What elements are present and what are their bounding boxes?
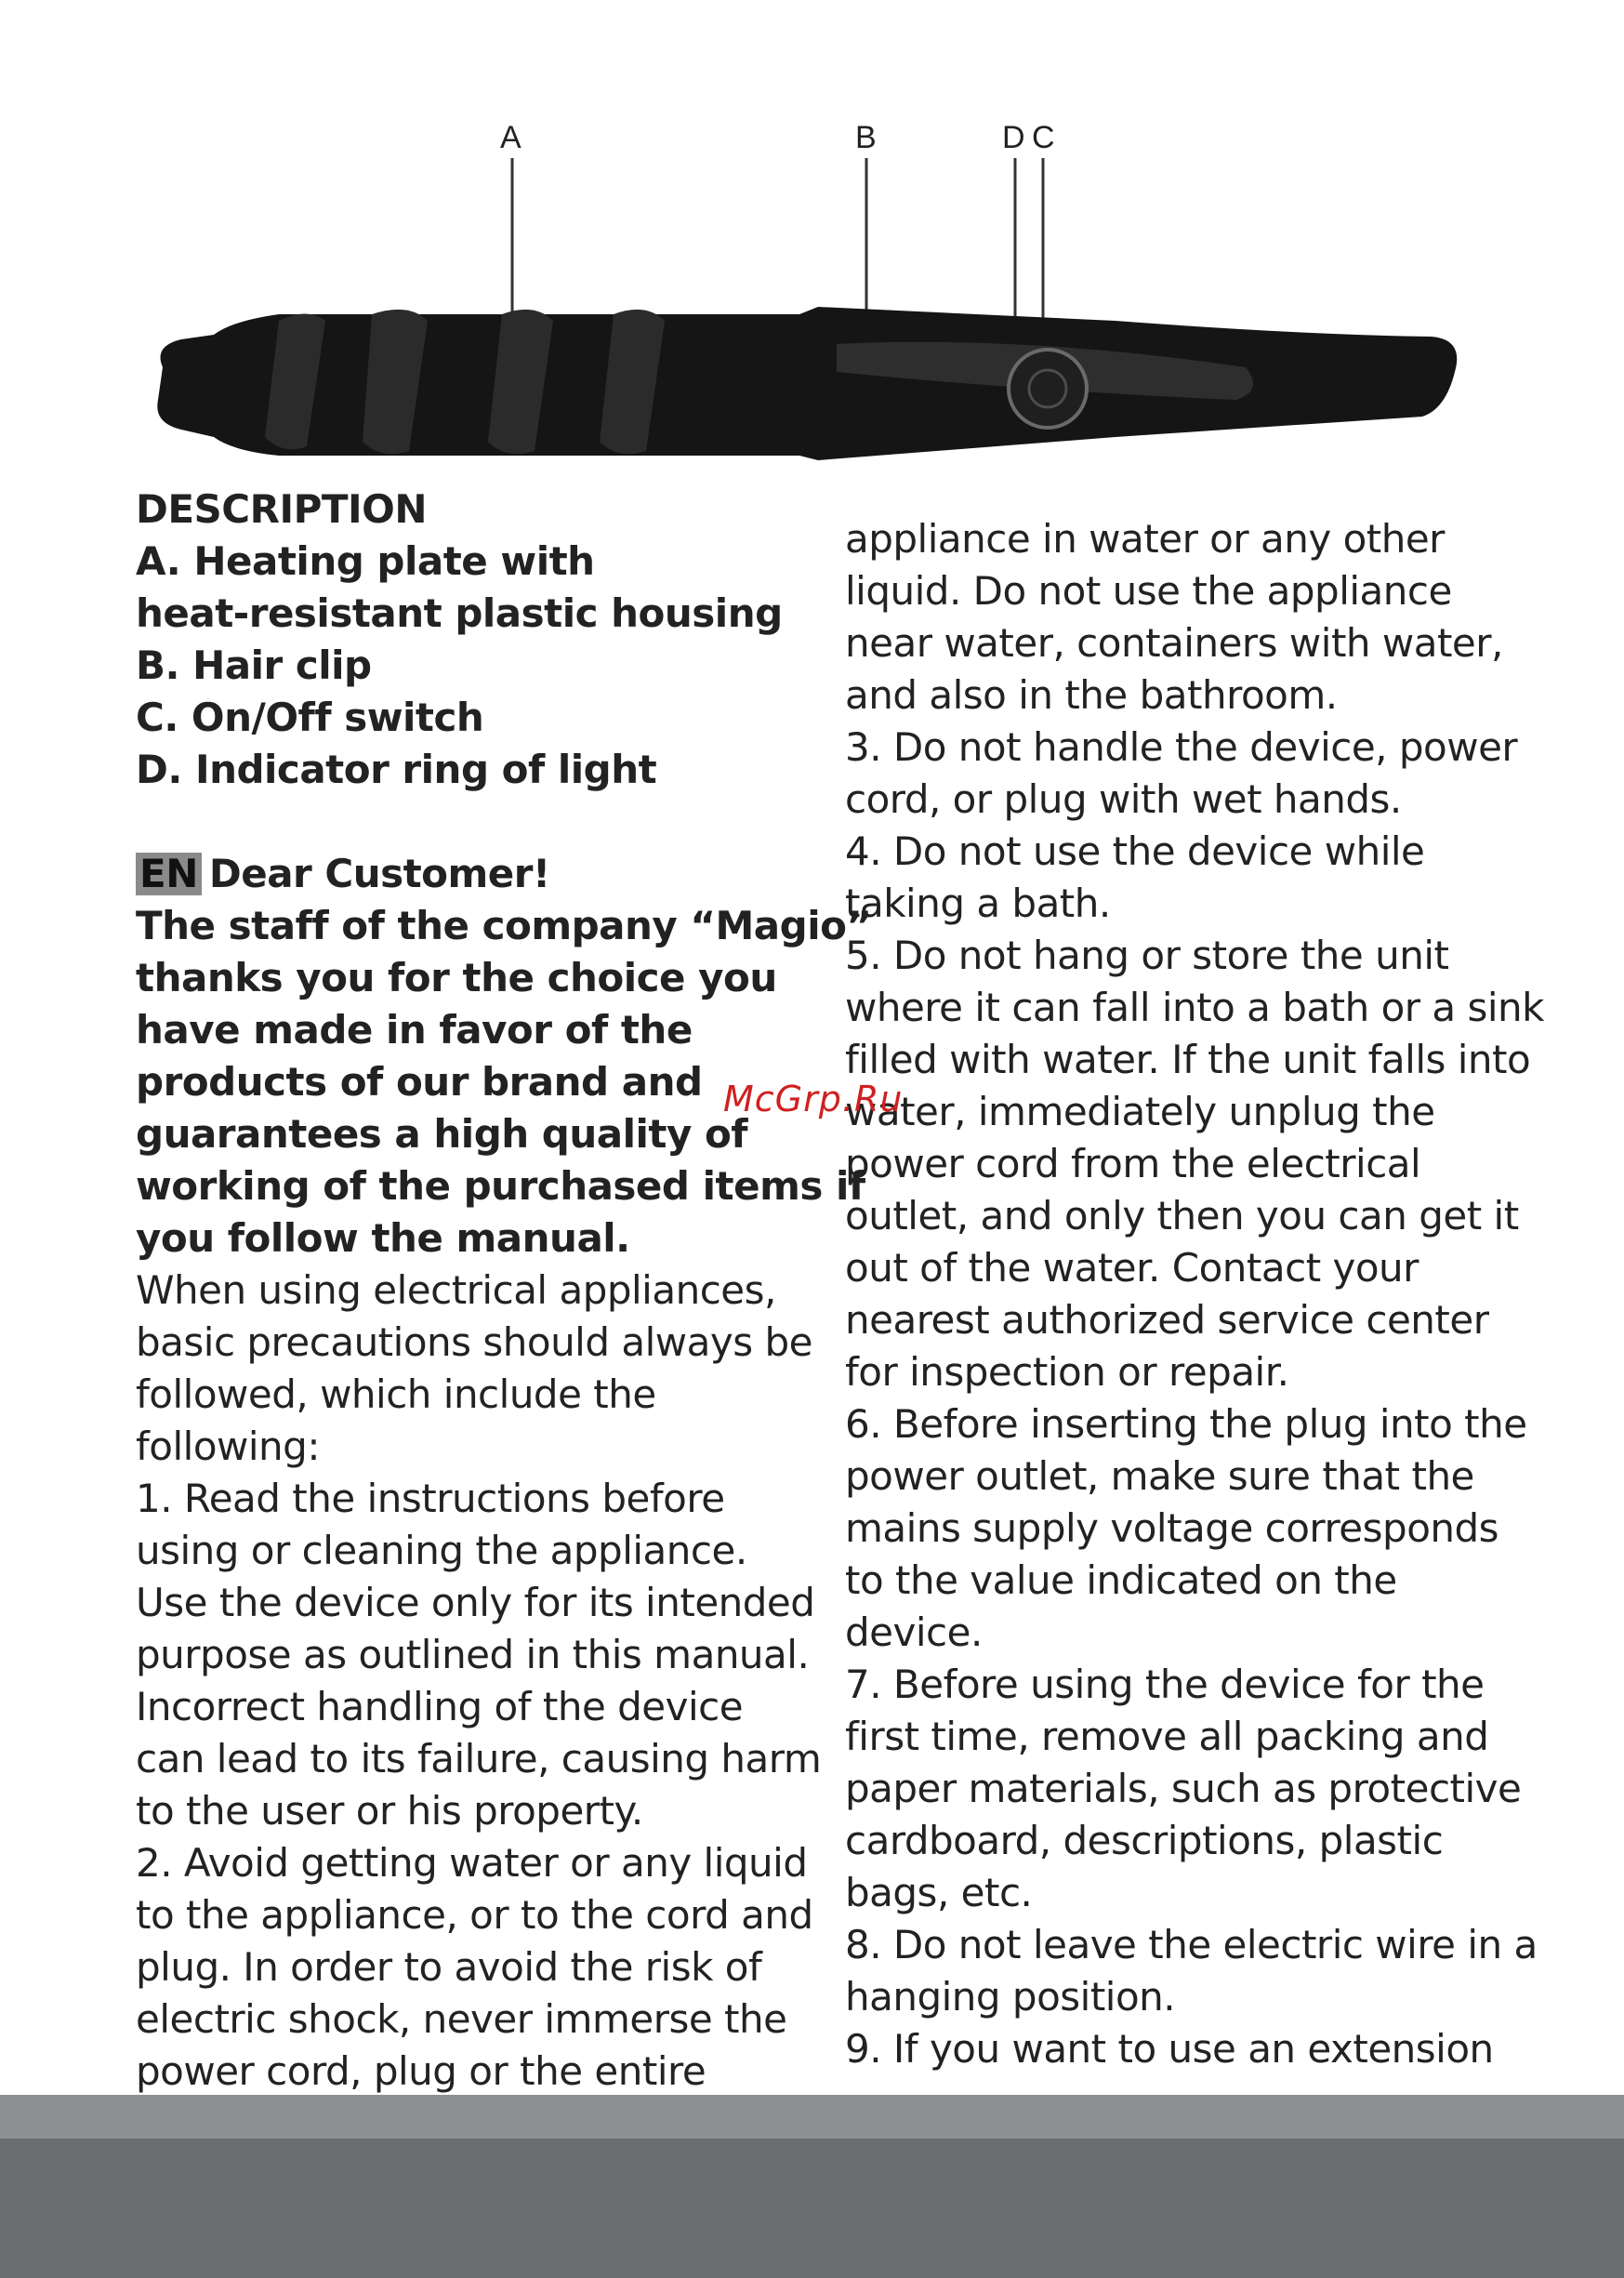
body-line: electric shock, never immerse the: [136, 1996, 787, 2042]
body-line: following:: [136, 1424, 320, 1469]
intro-line: working of the purchased items if: [136, 1163, 865, 1209]
description-heading: DESCRIPTION: [136, 486, 428, 532]
body-line: filled with water. If the unit falls into: [845, 1037, 1531, 1082]
callout-a: A: [500, 120, 522, 155]
body-line: Incorrect handling of the device: [136, 1684, 744, 1729]
body-line: hanging position.: [845, 1974, 1176, 2020]
intro-line: thanks you for the choice you: [136, 955, 777, 1000]
footer-band-dark: [0, 2139, 1624, 2278]
body-line: to the user or his property.: [136, 1788, 643, 1834]
right-column: [845, 513, 1544, 2075]
callout-d: D: [1002, 120, 1025, 155]
body-line: to the value indicated on the: [845, 1557, 1397, 1603]
greeting: Dear Customer!: [208, 851, 550, 896]
body-line: device.: [845, 1609, 983, 1655]
body-line: power cord from the electrical: [845, 1141, 1421, 1186]
watermark: McGrp.Ru: [723, 1079, 904, 1119]
body-line: where it can fall into a bath or a sink: [845, 985, 1544, 1030]
body-line: cord, or plug with wet hands.: [845, 776, 1402, 822]
body-line: purpose as outlined in this manual.: [136, 1632, 810, 1677]
body-line: 6. Before inserting the plug into the: [845, 1401, 1527, 1447]
body-line: 5. Do not hang or store the unit: [845, 933, 1449, 978]
body-line: near water, containers with water,: [845, 620, 1503, 666]
description-item-d: D. Indicator ring of light: [136, 747, 657, 792]
body-line: mains supply voltage corresponds: [845, 1505, 1499, 1551]
body-line: cardboard, descriptions, plastic: [845, 1818, 1444, 1863]
intro-line: have made in favor of the: [136, 1007, 693, 1053]
body-line: and also in the bathroom.: [845, 672, 1338, 718]
body-line: first time, remove all packing and: [845, 1714, 1489, 1759]
body-line: followed, which include the: [136, 1371, 656, 1417]
barrel-shape: [157, 307, 1457, 460]
body-line: outlet, and only then you can get it: [845, 1193, 1519, 1238]
product-diagram: [0, 0, 1624, 483]
body-line: plug. In order to avoid the risk of: [136, 1944, 762, 1990]
language-badge: EN: [136, 853, 202, 895]
body-line: basic precautions should always be: [136, 1319, 812, 1365]
body-line: 7. Before using the device for the: [845, 1662, 1485, 1707]
body-line: paper materials, such as protective: [845, 1766, 1522, 1811]
greeting-line: [136, 848, 805, 900]
body-line: 1. Read the instructions before: [136, 1476, 725, 1521]
body-line: for inspection or repair.: [845, 1349, 1289, 1395]
intro-line: guarantees a high quality of: [136, 1111, 748, 1157]
body-line: 4. Do not use the device while: [845, 828, 1425, 874]
body-line: When using electrical appliances,: [136, 1267, 776, 1313]
body-line: out of the water. Contact your: [845, 1245, 1419, 1291]
body-line: bags, etc.: [845, 1870, 1033, 1915]
body-line: taking a bath.: [845, 881, 1111, 926]
body-line: 2. Avoid getting water or any liquid: [136, 1840, 808, 1886]
intro-line: products of our brand and: [136, 1059, 703, 1105]
callout-b: B: [855, 120, 877, 155]
callout-c: C: [1032, 120, 1055, 155]
description-item-b: B. Hair clip: [136, 642, 372, 688]
body-line: appliance in water or any other: [845, 516, 1445, 562]
body-line: 3. Do not handle the device, power: [845, 724, 1518, 770]
body-line: nearest authorized service center: [845, 1297, 1489, 1343]
hair-styler-illustration: [0, 0, 1624, 483]
spacer: [136, 796, 805, 848]
switch-ring: [1009, 350, 1087, 428]
body-line: using or cleaning the appliance.: [136, 1528, 747, 1573]
body-line: Use the device only for its intended: [136, 1580, 815, 1625]
body-line: 8. Do not leave the electric wire in a: [845, 1922, 1538, 1967]
body-line: water, immediately unplug the: [845, 1089, 1435, 1134]
description-item-a2: heat-resistant plastic housing: [136, 590, 783, 636]
intro-line: The staff of the company “Magio”: [136, 903, 872, 948]
body-line: 9. If you want to use an extension: [845, 2026, 1494, 2072]
body-line: liquid. Do not use the appliance: [845, 568, 1452, 614]
body-line: can lead to its failure, causing harm: [136, 1736, 822, 1781]
description-item-c: C. On/Off switch: [136, 695, 484, 740]
footer-band-light: [0, 2095, 1624, 2139]
body-line: to the appliance, or to the cord and: [136, 1892, 813, 1938]
body-line: power cord, plug or the entire: [136, 2048, 706, 2094]
description-item-a1: A. Heating plate with: [136, 538, 595, 584]
body-line: power outlet, make sure that the: [845, 1453, 1474, 1499]
intro-line: you follow the manual.: [136, 1215, 630, 1261]
